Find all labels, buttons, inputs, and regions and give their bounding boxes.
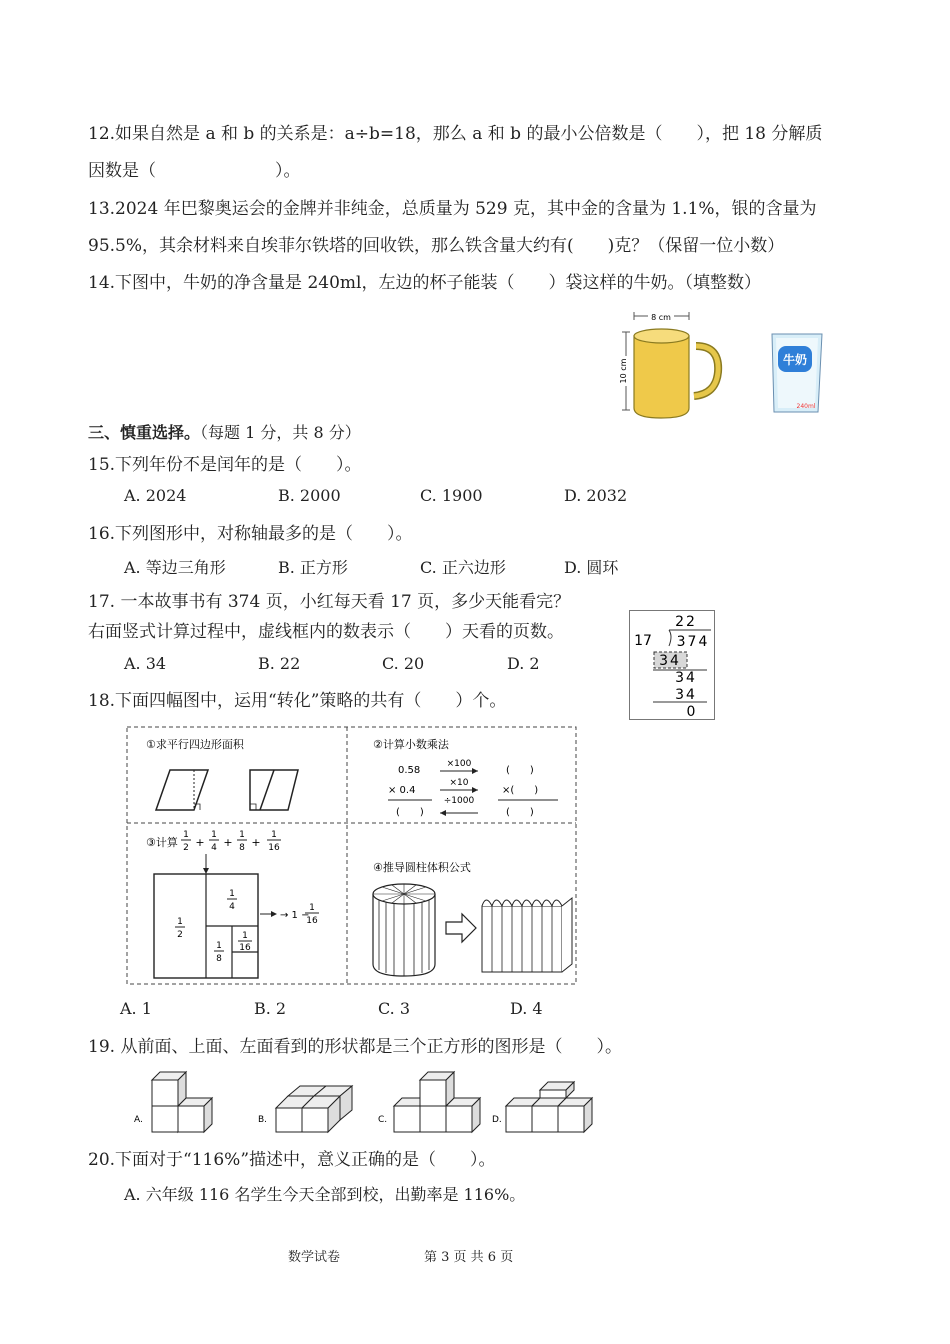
- q16-text: 16.下列图形中，对称轴最多的是（ ）。: [88, 524, 413, 544]
- q19-option-b-label: B.: [258, 1115, 268, 1125]
- panel2-times-blank: ×( ): [502, 785, 539, 796]
- q12-line1: 12.如果自然是 a 和 b 的关系是：a÷b=18，那么 a 和 b 的最小公倍数是（ ），把 18 分解质: [88, 124, 823, 144]
- panel1-title: ①求平行四边形面积: [146, 738, 244, 751]
- panel3-frac2-den: 4: [211, 843, 217, 853]
- q15-text: 15.下列年份不是闰年的是（ ）。: [88, 455, 362, 475]
- q15-option-d: D. 2032: [564, 486, 628, 505]
- svg-text:+: +: [195, 836, 205, 849]
- q16-option-a: A. 等边三角形: [124, 558, 226, 577]
- panel3-quarter-den: 4: [229, 902, 235, 912]
- q15-option-a: A. 2024: [124, 486, 187, 505]
- cup-figure: [612, 308, 724, 420]
- panel3-sixteenth-den: 16: [239, 943, 251, 953]
- panel3-frac1-den: 2: [183, 843, 189, 853]
- panel3-frac3-num: 1: [239, 830, 245, 840]
- division-divisor: 17: [634, 633, 652, 649]
- panel3-frac1-num: 1: [183, 830, 189, 840]
- q17-line2: 右面竖式计算过程中，虚线框内的数表示（ ）天看的页数。: [88, 622, 564, 642]
- division-dividend: 374: [676, 634, 710, 650]
- q15-option-c: C. 1900: [420, 486, 483, 505]
- q17-option-c: C. 20: [382, 654, 425, 673]
- milk-bag-figure: [768, 330, 826, 416]
- long-division-figure: [629, 610, 715, 720]
- panel3-title-prefix: ③计算: [146, 836, 178, 849]
- division-step3: 34: [675, 687, 697, 703]
- cup-width-label: 8 cm: [651, 313, 671, 322]
- panel4-title: ④推导圆柱体积公式: [373, 861, 471, 874]
- panel3-frac3-den: 8: [239, 843, 245, 853]
- panel2-blank3: ( ): [506, 807, 534, 818]
- q20-option-a: A. 六年级 116 名学生今天全部到校，出勤率是 116%。: [124, 1185, 526, 1204]
- q18-option-c: C. 3: [378, 999, 411, 1018]
- footer-subject: 数学试卷: [288, 1250, 341, 1265]
- panel3-sixteenth-num: 1: [242, 931, 248, 941]
- q20-text: 20.下面对于“116%”描述中，意义正确的是（ ）。: [88, 1150, 496, 1170]
- section3-heading: [88, 421, 361, 445]
- panel3-result-num: 1: [309, 903, 315, 913]
- svg-text:+: +: [223, 836, 233, 849]
- svg-text:+: +: [251, 836, 261, 849]
- q13-line2: 95.5%，其余材料来自埃菲尔铁塔的回收铁，那么铁含量大约有( )克？（保留一位小数）: [88, 236, 785, 256]
- panel3-frac2-num: 1: [211, 830, 217, 840]
- q15-option-b: B. 2000: [278, 486, 341, 505]
- division-quotient: 22: [675, 614, 697, 630]
- panel3-frac4-num: 1: [271, 830, 277, 840]
- panel2-times100: ×100: [446, 759, 472, 769]
- panel3-frac4-den: 16: [268, 843, 280, 853]
- panel2-a: 0.58: [398, 765, 421, 776]
- panel2-times10: ×10: [449, 778, 469, 788]
- milk-label: 牛奶: [782, 353, 808, 367]
- milk-volume: 240ml: [796, 403, 816, 410]
- panel3-half-den: 2: [177, 930, 183, 940]
- panel2-blank1: ( ): [396, 807, 424, 818]
- panel3-quarter-num: 1: [229, 889, 235, 899]
- q16-option-d: D. 圆环: [564, 558, 619, 577]
- q16-option-b: B. 正方形: [278, 558, 348, 577]
- strategy-figure: [126, 726, 578, 986]
- panel3-half-num: 1: [177, 917, 183, 927]
- division-step1: 34: [659, 653, 681, 669]
- q19-text: 19. 从前面、上面、左面看到的形状都是三个正方形的图形是（ ）。: [88, 1037, 622, 1057]
- q18-option-b: B. 2: [254, 999, 287, 1018]
- section3-title: 三、慎重选择。: [88, 423, 201, 442]
- q16-option-c: C. 正六边形: [420, 558, 506, 577]
- q19-option-d-label: D.: [492, 1115, 502, 1125]
- q13-line1: 13.2024 年巴黎奥运会的金牌并非纯金，总质量为 529 克，其中金的含量为 1.1%，银的含量为: [88, 199, 817, 219]
- panel2-title: ②计算小数乘法: [373, 738, 449, 751]
- q12-line2: 因数是（ ）。: [88, 161, 301, 181]
- q17-option-a: A. 34: [124, 654, 167, 673]
- q17-line1: 17. 一本故事书有 374 页，小红每天看 17 页，多少天能看完？: [88, 592, 571, 612]
- q18-text: 18.下面四幅图中，运用“转化”策略的共有（ ）个。: [88, 691, 507, 711]
- panel3-eighth-den: 8: [216, 954, 222, 964]
- panel2-blank2: ( ): [506, 765, 534, 776]
- q18-option-a: A. 1: [120, 999, 152, 1018]
- panel3-eighth-num: 1: [216, 941, 222, 951]
- q19-option-a-label: A.: [134, 1115, 143, 1125]
- section3-note: （每题 1 分，共 8 分）: [200, 423, 361, 442]
- q19-option-c-label: C.: [378, 1115, 388, 1125]
- cube-options-figure: [130, 1068, 600, 1140]
- q18-option-d: D. 4: [510, 999, 543, 1018]
- panel2-div1000: ÷1000: [443, 796, 475, 806]
- q14-text: 14.下图中，牛奶的净含量是 240ml，左边的杯子能装（ ）袋这样的牛奶。（填整数）: [88, 273, 761, 293]
- cup-height-label: 10 cm: [619, 358, 628, 384]
- panel2-b: × 0.4: [388, 785, 416, 796]
- footer-page: 第 3 页 共 6 页: [424, 1250, 514, 1265]
- division-remainder: 0: [686, 704, 696, 720]
- q17-option-b: B. 22: [258, 654, 301, 673]
- q17-option-d: D. 2: [507, 654, 540, 673]
- panel3-result-den: 16: [306, 916, 318, 926]
- panel3-result-prefix: → 1 −: [280, 910, 310, 921]
- division-step2: 34: [675, 670, 697, 686]
